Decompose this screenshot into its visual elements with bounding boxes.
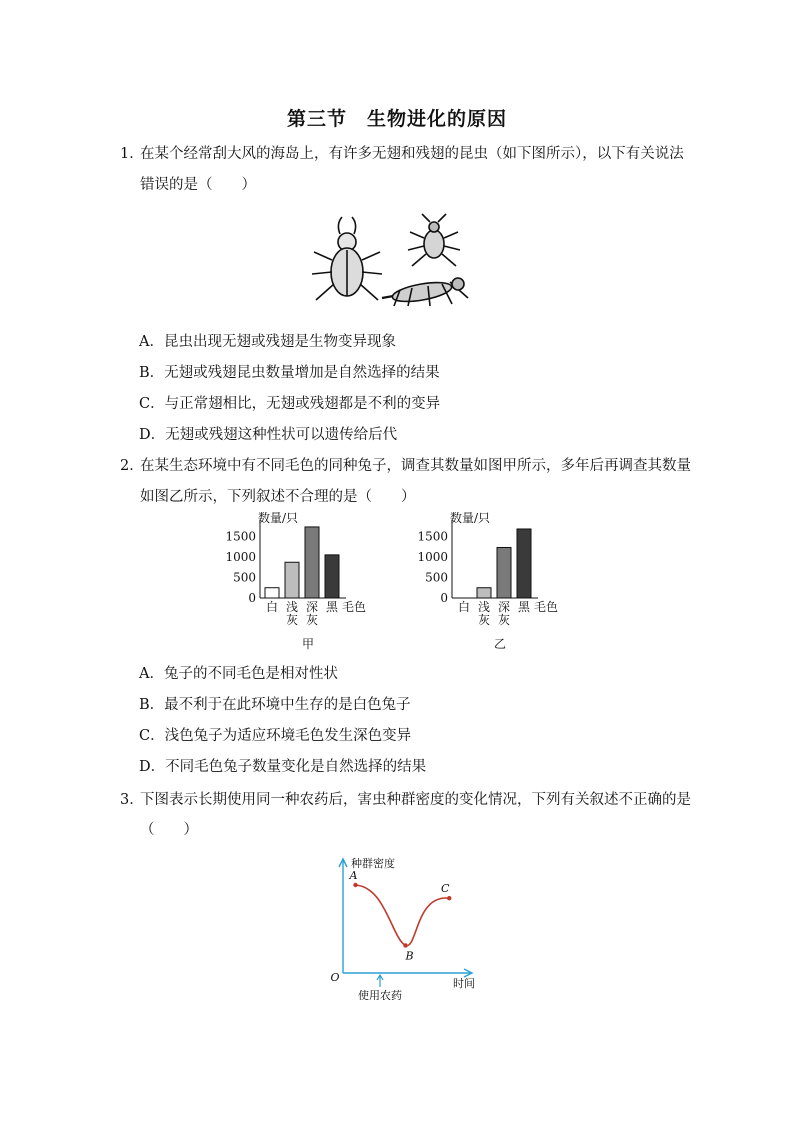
question-2-option-a: A．兔子的不同毛色是相对性状 [139, 666, 338, 682]
yi-category-label: 深 [497, 600, 511, 614]
jia-xlabel: 毛色 [341, 600, 367, 614]
density-point [353, 883, 357, 887]
density-point [447, 896, 451, 900]
jia-bar [265, 588, 279, 598]
yi-category-label: 白 [457, 600, 471, 614]
question-1-option-c: C．与正常翅相比，无翅或残翅都是不利的变异 [139, 396, 441, 412]
insects-illustration [312, 212, 472, 312]
question-1-stem-cont: 错误的是（ ） [140, 177, 256, 193]
yi-category-label: 灰 [497, 613, 511, 627]
question-3-stem: 下图表示长期使用同一种农药后，害虫种群密度的变化情况，下列有关叙述不正确的是 [140, 792, 691, 808]
density-line-chart [328, 850, 478, 1000]
yi-bar [497, 547, 511, 598]
yi-xlabel: 毛色 [533, 600, 559, 614]
yi-category-label: 浅 [477, 600, 491, 614]
bar-chart-jia [218, 512, 378, 654]
question-3-number: 3． [120, 792, 144, 808]
jia-category-label: 深 [305, 600, 319, 614]
jia-tick-label: 1500 [225, 529, 256, 544]
question-2-stem: 在某生态环境中有不同毛色的同种兔子，调查其数量如图甲所示，多年后再调查其数量 [140, 458, 691, 474]
question-1-number: 1． [120, 146, 144, 162]
density-point-label: B [405, 949, 414, 963]
jia-category-label: 白 [265, 600, 279, 614]
density-origin-label: O [330, 971, 340, 984]
question-1-option-b: B．无翅或残翅昆虫数量增加是自然选择的结果 [139, 365, 440, 381]
jia-ylabel: 数量/只 [258, 512, 299, 525]
yi-ylabel: 数量/只 [450, 512, 491, 525]
density-point [403, 943, 407, 947]
question-2-option-d: D．不同毛色兔子数量变化是自然选择的结果 [139, 759, 427, 775]
jia-tick-label: 1000 [225, 549, 256, 564]
jia-bar [305, 527, 319, 598]
jia-category-label: 灰 [285, 613, 299, 627]
jia-category-label: 灰 [305, 613, 319, 627]
question-2-option-c: C．浅色兔子为适应环境毛色发生深色变异 [139, 728, 412, 744]
question-1-option-d: D．无翅或残翅这种性状可以遗传给后代 [139, 427, 398, 443]
density-point-label: A [349, 869, 358, 882]
jia-bar [325, 555, 339, 598]
yi-category-label: 灰 [477, 613, 491, 627]
density-point-label: C [441, 882, 450, 896]
jia-tick-label: 500 [233, 570, 256, 585]
yi-caption: 乙 [493, 637, 507, 651]
question-1-stem: 在某个经常刮大风的海岛上，有许多无翅和残翅的昆虫（如下图所示），以下有关说法 [140, 146, 684, 162]
jia-caption: 甲 [301, 637, 315, 651]
density-ylabel: 种群密度 [351, 857, 395, 870]
question-3-stem-cont: （ ） [140, 822, 198, 838]
yi-tick-label: 1000 [417, 549, 448, 564]
jia-category-label: 浅 [285, 600, 299, 614]
density-curve [356, 885, 450, 946]
question-2-number: 2． [120, 458, 144, 474]
jia-tick-label: 0 [248, 591, 256, 605]
yi-bar [517, 529, 531, 598]
question-2-option-b: B．最不利于在此环境中生存的是白色兔子 [139, 697, 411, 713]
density-xlabel: 时间 [453, 977, 475, 990]
question-2-stem-cont: 如图乙所示，下列叙述不合理的是（ ） [140, 489, 416, 505]
yi-tick-label: 500 [425, 570, 448, 585]
yi-bar [477, 588, 491, 598]
pesticide-arrow [377, 975, 383, 987]
question-1-option-a: A．昆虫出现无翅或残翅是生物变异现象 [139, 334, 396, 350]
jia-category-label: 黑 [325, 600, 339, 614]
pesticide-label: 使用农药 [358, 989, 402, 1000]
yi-tick-label: 1500 [417, 529, 448, 544]
jia-bar [285, 562, 299, 598]
bar-chart-yi [410, 512, 570, 654]
page-title: 第三节 生物进化的原因 [286, 108, 507, 130]
yi-tick-label: 0 [440, 591, 448, 605]
yi-category-label: 黑 [517, 600, 531, 614]
